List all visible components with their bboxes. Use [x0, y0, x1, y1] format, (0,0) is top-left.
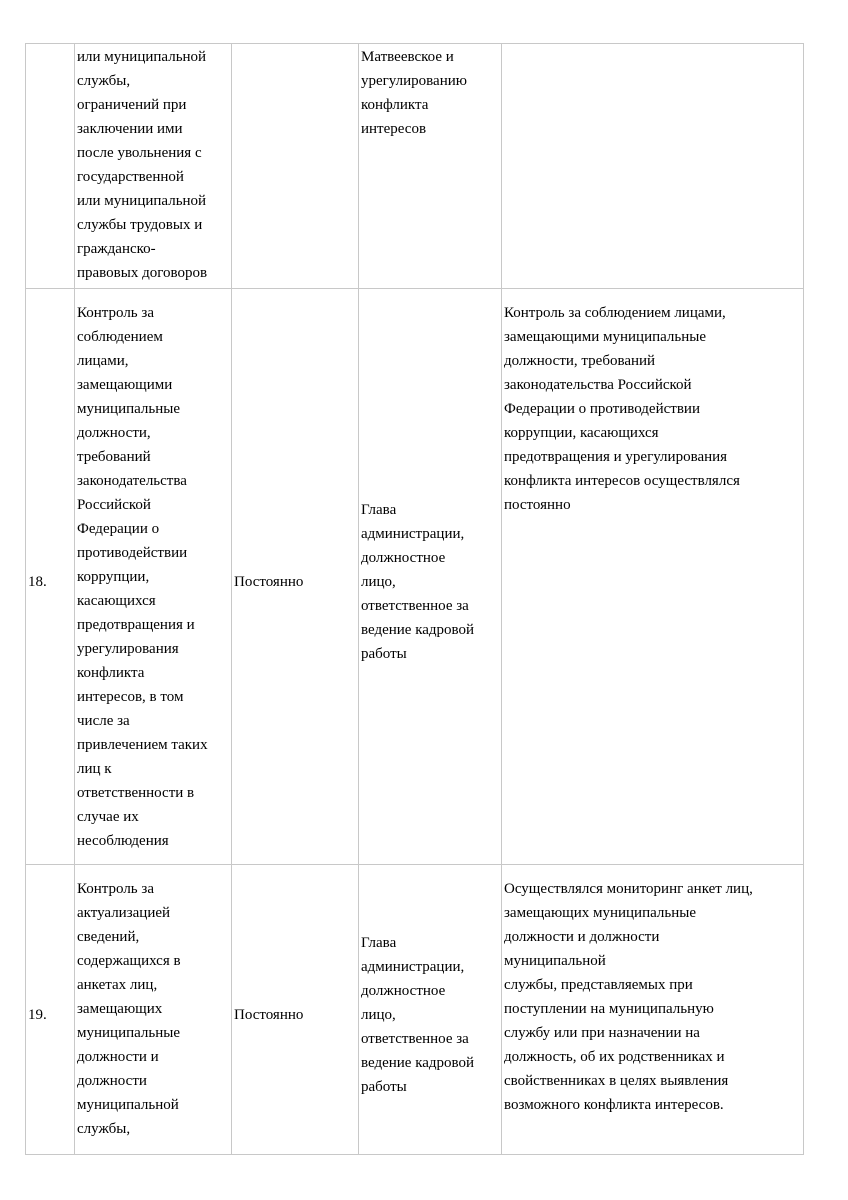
table-row [26, 289, 804, 865]
text-line: замещающих [77, 1001, 163, 1017]
text-line: работы [361, 1079, 407, 1095]
text-line: конфликта [361, 97, 429, 113]
text-line: лицо, [361, 574, 396, 590]
text-line: ответственное за [361, 598, 469, 614]
text-line: коррупции, касающихся [504, 425, 659, 441]
text-line: соблюдением [77, 329, 163, 345]
text-line: коррупции, [77, 569, 150, 585]
deadline-cell [232, 44, 359, 289]
text-line: урегулированию [361, 73, 467, 89]
measure-cell [75, 289, 232, 865]
text-line: должности, требований [504, 353, 656, 369]
text-line: Федерации о [77, 521, 160, 537]
text-line: постоянно [504, 497, 571, 513]
result-cell [502, 44, 804, 289]
text-line: требований [77, 449, 151, 465]
text-line: Контроль за [77, 881, 154, 897]
text-line: ведение кадровой [361, 1055, 475, 1071]
text-line: Матвеевское и [361, 49, 454, 65]
measures-table [25, 43, 804, 1155]
table-row [26, 865, 804, 1155]
text-line: несоблюдения [77, 833, 169, 849]
text-line: Осуществлялся мониторинг анкет лиц, [504, 881, 753, 897]
text-line: свойственниках в целях выявления [504, 1073, 729, 1089]
text-line: правовых договоров [77, 265, 208, 281]
text-line: Глава [361, 935, 397, 951]
text-line: должность, об их родственниках и [504, 1049, 725, 1065]
text-line: администрации, [361, 959, 465, 975]
text-line: должностное [361, 550, 446, 566]
text-line: содержащихся в [77, 953, 181, 969]
text-line: интересов [361, 121, 427, 137]
text-line: законодательства [77, 473, 187, 489]
text-line: или муниципальной [77, 49, 207, 65]
deadline-cell: Постоянно [232, 865, 359, 1155]
text-line: заключении ими [77, 121, 183, 137]
text-line: замещающими муниципальные [504, 329, 707, 345]
text-line: Контроль за соблюдением лицами, [504, 305, 726, 321]
deadline-cell: Постоянно [232, 289, 359, 865]
text-line: должности [77, 1073, 147, 1089]
text-line: или муниципальной [77, 193, 207, 209]
responsible-cell [359, 865, 502, 1155]
text-line: замещающими [77, 377, 173, 393]
text-line: службы, представляемых при [504, 977, 693, 993]
result-cell [502, 289, 804, 865]
text-line: конфликта [77, 665, 145, 681]
text-line: должности и [77, 1049, 159, 1065]
text-line: службу или при назначении на [504, 1025, 700, 1041]
text-line: конфликта интересов осуществлялся [504, 473, 740, 489]
text-line: после увольнения с [77, 145, 202, 161]
row-number [26, 44, 75, 289]
text-line: Российской [77, 497, 151, 513]
text-line: ответственное за [361, 1031, 469, 1047]
responsible-cell [359, 44, 502, 289]
text-line: государственной [77, 169, 184, 185]
text-line: урегулирования [77, 641, 179, 657]
measure-cell [75, 44, 232, 289]
row-number: 18. [26, 289, 75, 865]
text-line: должности, [77, 425, 151, 441]
text-line: службы, [77, 1121, 131, 1137]
text-line: должности и должности [504, 929, 660, 945]
responsible-cell [359, 289, 502, 865]
table-row [26, 44, 804, 289]
text-line: муниципальные [77, 1025, 181, 1041]
text-line: службы, [77, 73, 131, 89]
text-line: лиц к [77, 761, 112, 777]
text-line: интересов, в том [77, 689, 184, 705]
text-line: работы [361, 646, 407, 662]
text-line: должностное [361, 983, 446, 999]
row-number: 19. [26, 865, 75, 1155]
text-line: ведение кадровой [361, 622, 475, 638]
text-line: сведений, [77, 929, 140, 945]
text-line: Глава [361, 502, 397, 518]
text-line: возможного конфликта интересов. [504, 1097, 724, 1113]
text-line: предотвращения и урегулирования [504, 449, 728, 465]
text-line: противодействии [77, 545, 188, 561]
text-line: законодательства Российской [504, 377, 692, 393]
text-line: администрации, [361, 526, 465, 542]
measure-cell [75, 865, 232, 1155]
text-line: лицами, [77, 353, 129, 369]
text-line: поступлении на муниципальную [504, 1001, 714, 1017]
text-line: службы трудовых и [77, 217, 203, 233]
text-line: Контроль за [77, 305, 154, 321]
text-line: ограничений при [77, 97, 187, 113]
result-cell [502, 865, 804, 1155]
text-line: муниципальной [77, 1097, 179, 1113]
text-line: анкетах лиц, [77, 977, 158, 993]
text-line: актуализацией [77, 905, 171, 921]
text-line: Федерации о противодействии [504, 401, 700, 417]
text-line: муниципальные [77, 401, 181, 417]
text-line: замещающих муниципальные [504, 905, 696, 921]
text-line: муниципальной [504, 953, 606, 969]
text-line: касающихся [77, 593, 156, 609]
text-line: случае их [77, 809, 139, 825]
text-line: предотвращения и [77, 617, 195, 633]
text-line: числе за [77, 713, 130, 729]
text-line: привлечением таких [77, 737, 208, 753]
text-line: ответственности в [77, 785, 195, 801]
text-line: лицо, [361, 1007, 396, 1023]
text-line: гражданско- [77, 241, 156, 257]
